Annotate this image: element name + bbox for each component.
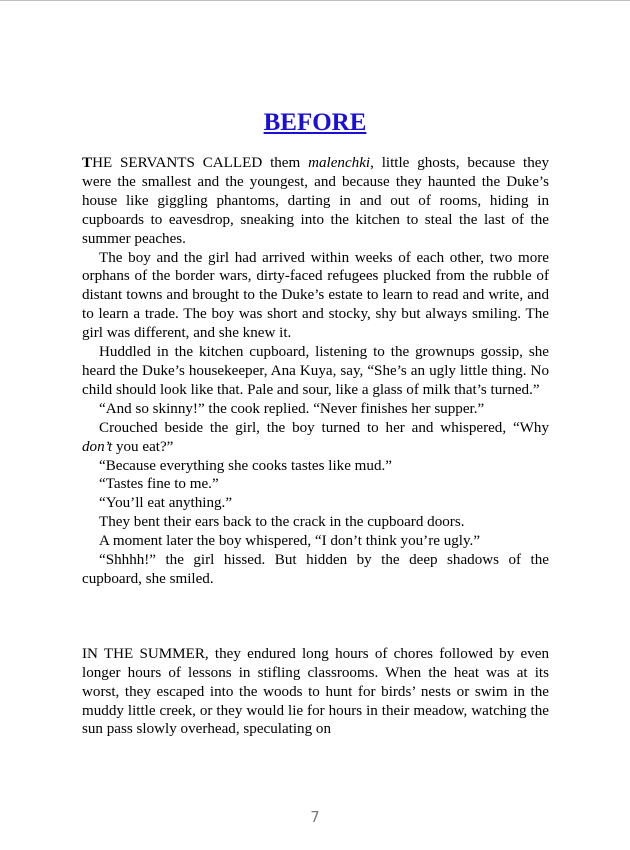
paragraph-11: “Shhhh!” the girl hissed. But hidden by the deep shadows of the cupboard, she smiled. bbox=[82, 552, 549, 587]
paragraph-10: A moment later the boy whispered, “I don’t think you’re ugly.” bbox=[99, 533, 481, 550]
paragraph-8: “You’ll eat anything.” bbox=[99, 495, 233, 512]
paragraph-1 bbox=[82, 154, 549, 249]
paragraph-4: “And so skinny!” the cook replied. “Never finishes her supper.” bbox=[99, 400, 485, 417]
drop-cap: T bbox=[82, 155, 93, 171]
paragraph-1-post: , little ghosts, because they were the smallest and the youngest, and because they haunted the Duke’s house like giggling phantoms, darting in and out of rooms, hiding in cupboards to eavesdrop, sneaking into the kitchen to steal the last of the summer peaches. bbox=[82, 155, 549, 247]
chapter-title: BEFORE bbox=[263, 109, 367, 136]
paragraph-5-pre: Crouched beside the girl, the boy turned to her and whispered, “Why bbox=[99, 419, 549, 436]
paragraph-3: Huddled in the kitchen cupboard, listening to the grownups gossip, she heard the Duke’s housekeeper, Ana Kuya, say, “She’s an ugly little thing. No child should look like that. Pale and sour, like a glass of milk that’s turned.” bbox=[82, 344, 549, 398]
paragraph-9: They bent their ears back to the crack in the cupboard doors. bbox=[99, 514, 465, 531]
top-border bbox=[0, 0, 630, 1]
paragraph-1-pre: HE SERVANTS CALLED them bbox=[92, 155, 309, 171]
italic-word: malenchki bbox=[308, 155, 371, 171]
paragraph-7: “Tastes fine to me.” bbox=[99, 476, 219, 493]
body-text bbox=[82, 154, 549, 739]
paragraph-5-post: you eat?” bbox=[112, 438, 174, 455]
italic-word: don’t bbox=[82, 438, 113, 455]
section-2-paragraph bbox=[82, 645, 549, 740]
page-number: 7 bbox=[310, 808, 320, 826]
paragraph-6: “Because everything she cooks tastes like mud.” bbox=[99, 457, 392, 474]
section-2-lead: IN THE SUMMER bbox=[82, 645, 205, 662]
paragraph-5 bbox=[82, 419, 549, 457]
paragraph-2: The boy and the girl had arrived within weeks of each other, two more orphans of the border wars, dirty-faced refugees plucked from the rubble of distant towns and brought to the Duke’s estate to learn to read and write, and to learn a trade. The boy was short and stocky, shy but always smiling. The girl was different, and she knew it. bbox=[82, 249, 549, 342]
section-break bbox=[82, 589, 549, 645]
section-2-text: , they endured long hours of chores followed by even longer hours of lessons in stifling classrooms. When the heat was at its worst, they escaped into the woods to hunt for birds’ nests or swim in the muddy little creek, or they would lie for hours in their meadow, watching the sun pass slowly overhead, speculating on bbox=[82, 645, 550, 738]
